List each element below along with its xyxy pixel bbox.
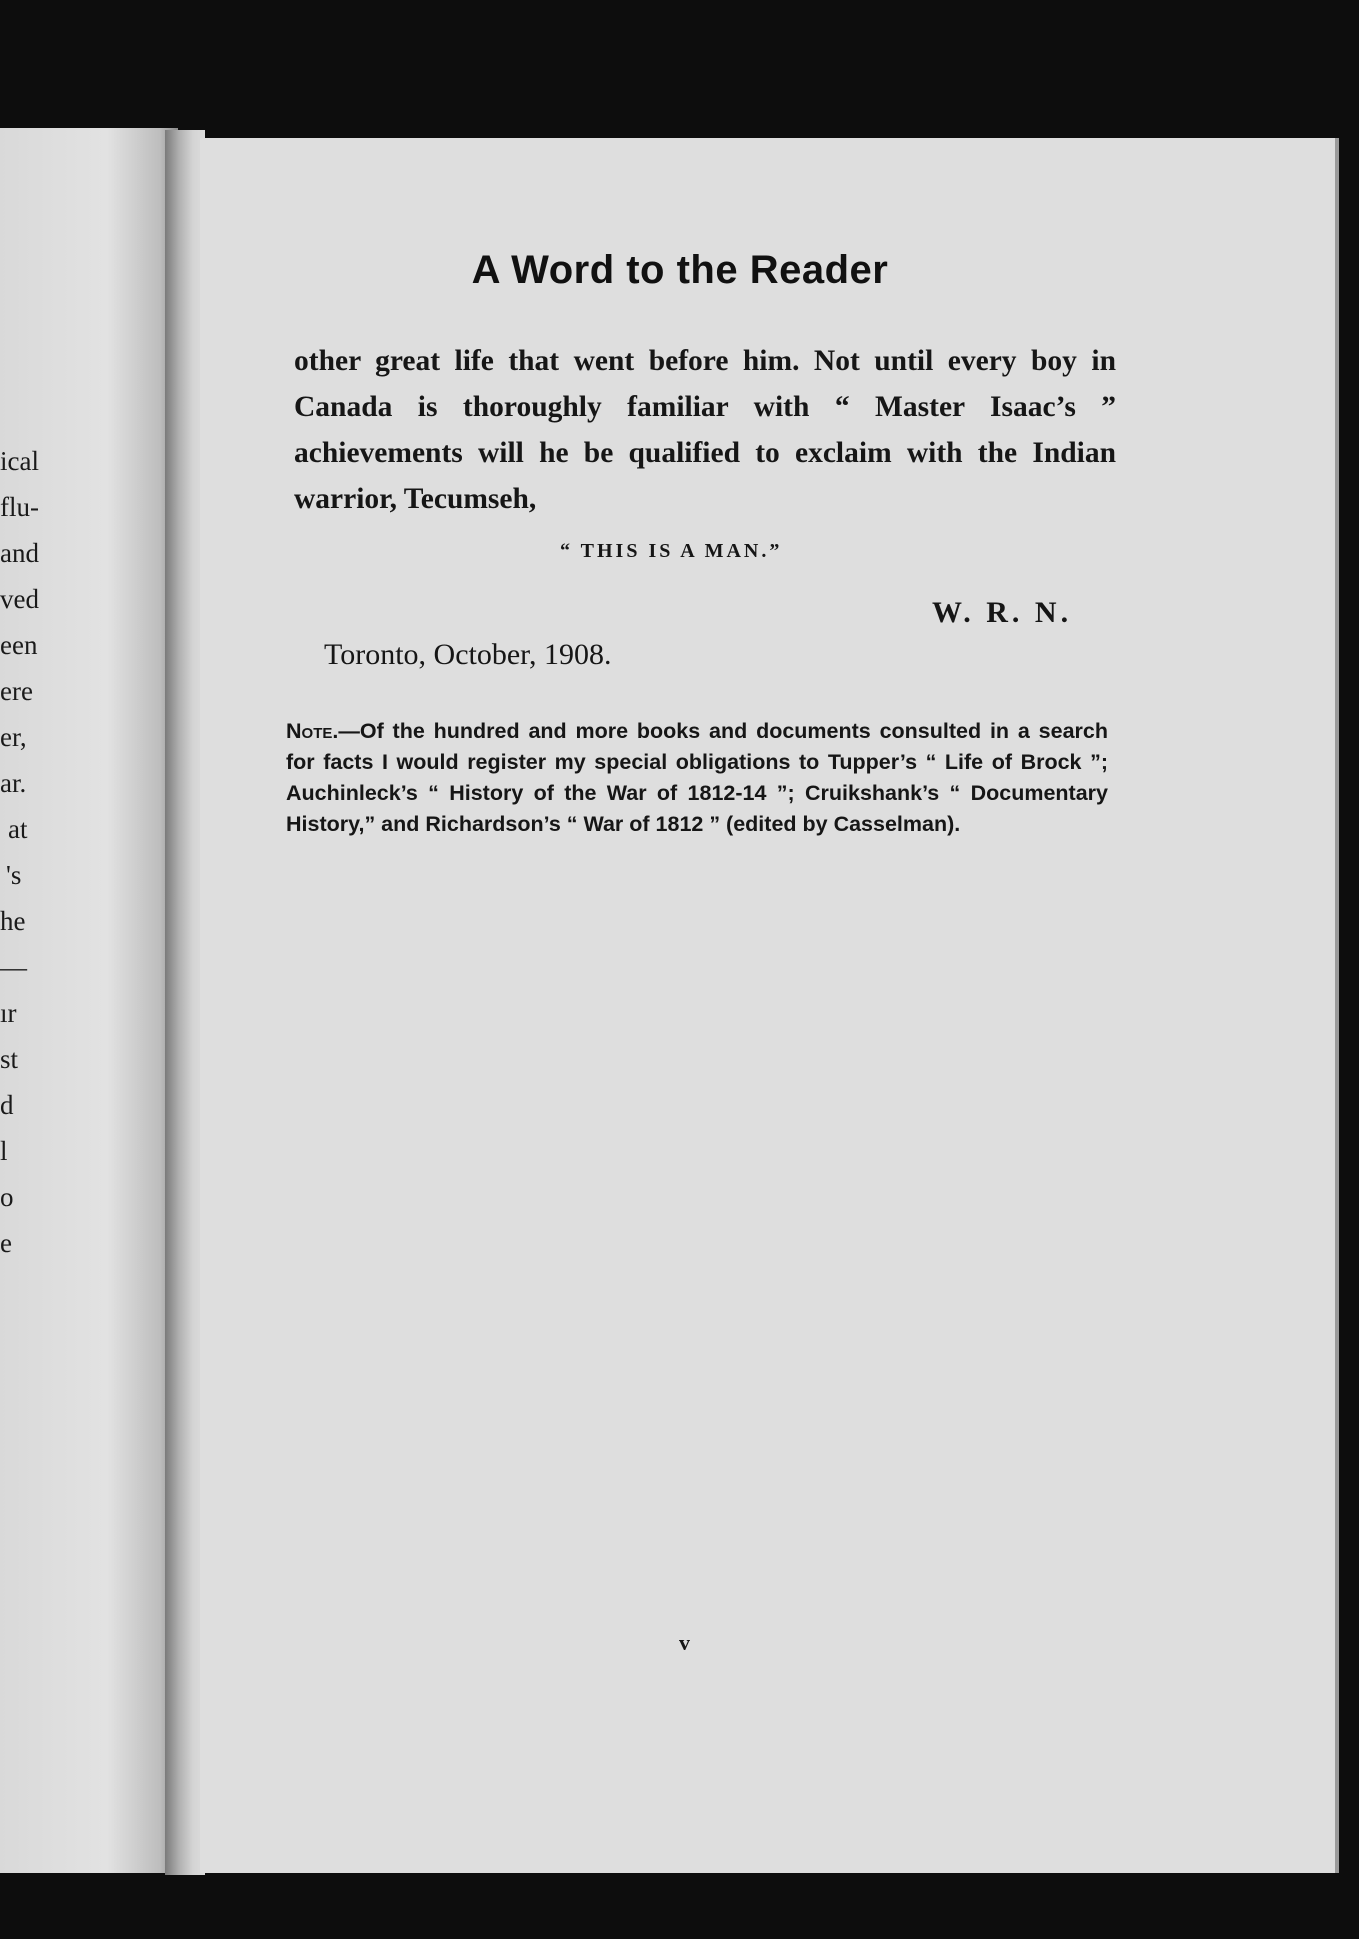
left-fragment: st [0,1044,19,1074]
left-fragment: ved [0,584,39,614]
page-number-text: v [679,1630,690,1655]
left-fragment: ar. [0,768,27,798]
book-gutter [165,130,205,1875]
body-paragraph: other great life that went before him. Not until every boy in Canada is thoroughly familiar with “ Master Isaac’s ” achievements will he be qualified to exclaim with the Indian warrior, Tecumseh, [294,345,1116,515]
left-fragment: — [0,952,27,982]
left-fragment: er, [0,722,27,752]
left-fragment: e [0,1228,12,1258]
place-date-line: Toronto, October, 1908. [324,638,612,671]
left-fragment: een [0,630,38,660]
footnote [286,716,1108,840]
left-fragment: at [8,814,28,844]
note-label: Note. [286,719,339,743]
page-number [0,1630,1359,1656]
left-fragment: ır [0,998,17,1028]
left-fragment: flu- [0,492,39,522]
left-fragment: ere [0,676,33,706]
page-heading: A Word to the Reader [471,248,889,292]
left-fragment: o [0,1182,14,1212]
left-page [0,128,178,1873]
quote-line: “ THIS IS A MAN.” [560,540,783,562]
author-initials: W. R. N. [932,596,1073,629]
left-fragment: he [0,906,26,936]
left-fragment: and [0,538,39,568]
left-fragment: d [0,1090,14,1120]
note-text: —Of the hundred and more books and documents consulted in a search for facts I would register my special obligations to Tupper’s “ Life of Brock ”; Auchinleck’s “ History of the War of 1812-14 ”; Cruikshank’s “ Documentary History,” and Richardson’s “ War of 1812 ” (edited by Casselman). [286,719,1108,836]
left-fragment: l [0,1136,8,1166]
left-fragment: 's [6,860,22,890]
left-fragment: ical [0,446,39,476]
